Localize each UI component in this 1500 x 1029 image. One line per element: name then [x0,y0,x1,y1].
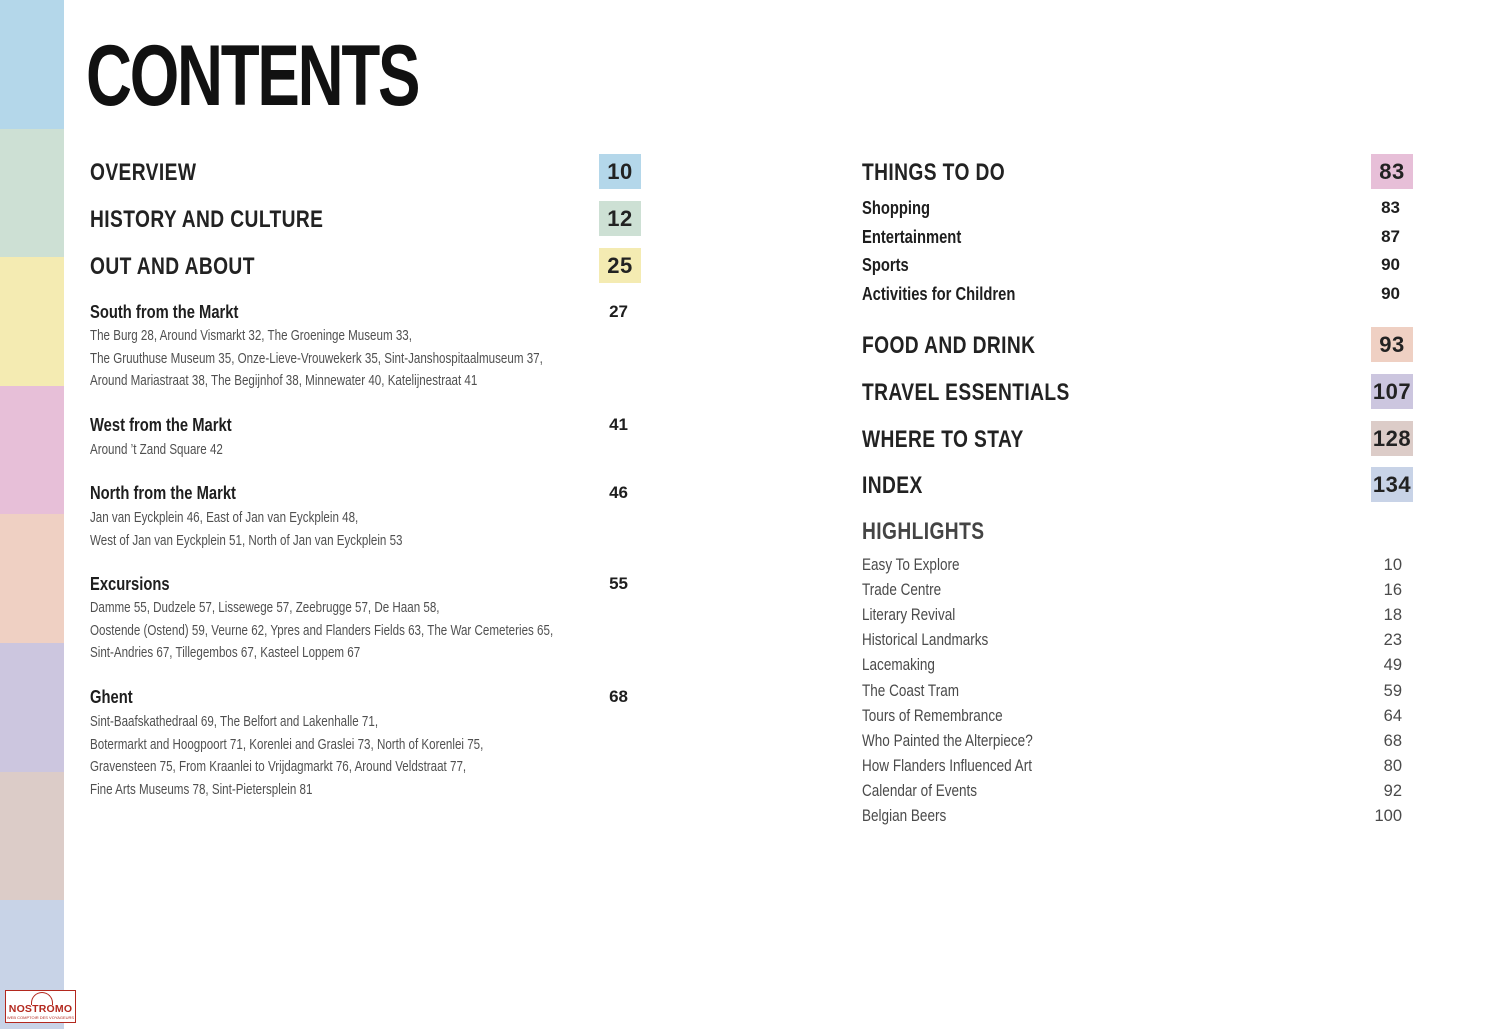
toc-subsection-ghent[interactable] [90,687,628,711]
page-badge: 128 [1371,421,1413,456]
highlight-item[interactable] [862,606,1402,631]
subsection-description [90,507,481,552]
color-tab [0,772,64,901]
toc-item-entertainment[interactable] [862,227,1400,251]
description-line: The Gruuthuse Museum 35, Onze-Lieve-Vrouwekerk 35, Sint-Janshospitaalmuseum 37, [90,350,543,367]
toc-section-things-to-do[interactable] [862,154,1413,188]
page-number: 90 [1381,284,1400,303]
color-tab [0,0,64,129]
section-label: OUT AND ABOUT [90,253,255,280]
toc-section-history[interactable] [90,201,641,235]
page-number: 46 [609,483,628,502]
highlight-label: Literary Revival [862,606,956,624]
page-badge: 93 [1371,327,1413,362]
toc-item-shopping[interactable] [862,198,1400,222]
highlights-heading: HIGHLIGHTS [862,518,985,545]
nostromo-watermark-logo [5,990,76,1023]
toc-section-index[interactable] [862,467,1413,501]
description-line: Fine Arts Museums 78, Sint-Pietersplein 81 [90,782,313,799]
color-tab [0,514,64,643]
subsection-label: Ghent [90,687,133,707]
toc-section-overview[interactable] [90,154,641,188]
color-tab [0,257,64,386]
page-number: 16 [1383,581,1402,599]
color-tab-strip [0,0,64,1029]
color-tab [0,643,64,772]
color-tab [0,129,64,258]
page-number: 68 [609,687,628,706]
section-label: WHERE TO STAY [862,426,1024,453]
toc-subsection-south[interactable] [90,302,628,326]
highlight-item[interactable] [862,581,1402,606]
section-label: FOOD AND DRINK [862,332,1036,359]
page-number: 92 [1383,782,1402,800]
highlight-item[interactable] [862,807,1402,832]
toc-item-sports[interactable] [862,255,1400,279]
highlight-label: Belgian Beers [862,807,947,825]
subsection-description [90,711,582,802]
page-number: 49 [1383,656,1402,674]
page-number: 59 [1383,682,1402,700]
highlight-label: Calendar of Events [862,782,978,800]
highlight-label: Historical Landmarks [862,631,989,649]
watermark-tagline: WEB COMPTOIR DES VOYAGEURS [6,1015,75,1020]
highlight-item[interactable] [862,656,1402,681]
page-number: 87 [1381,227,1400,246]
description-line: Sint-Baafskathedraal 69, The Belfort and Lakenhalle 71, [90,714,379,730]
toc-item-activities-for-children[interactable] [862,284,1400,308]
description-line: Around ’t Zand Square 42 [90,442,223,458]
toc-section-where-to-stay[interactable] [862,421,1413,455]
section-label: HISTORY AND CULTURE [90,206,324,233]
toc-subsection-north[interactable] [90,483,628,507]
description-line: Damme 55, Dudzele 57, Lissewege 57, Zeebrugge 57, De Haan 58, [90,600,440,616]
toc-subsection-west[interactable] [90,415,628,439]
page-number: 68 [1383,732,1402,750]
page-number: 18 [1383,606,1402,624]
description-line: Gravensteen 75, From Kraanlei to Vrijdagmarkt 76, Around Veldstraat 77, [90,759,467,776]
highlight-label: Who Painted the Alterpiece? [862,732,1033,750]
subsection-description [90,325,656,393]
highlight-label: Lacemaking [862,656,935,674]
subsection-description [90,439,256,462]
highlight-item[interactable] [862,631,1402,656]
highlight-label: Trade Centre [862,581,942,599]
highlight-item[interactable] [862,682,1402,707]
page-number: 41 [609,415,628,434]
toc-section-out-and-about[interactable] [90,248,641,282]
description-line: Around Mariastraat 38, The Begijnhof 38, Minnewater 40, Katelijnestraat 41 [90,373,478,390]
description-line: The Burg 28, Around Vismarkt 32, The Groeninge Museum 33, [90,328,412,344]
page-number: 90 [1381,255,1400,274]
section-label: TRAVEL ESSENTIALS [862,379,1070,406]
highlight-label: How Flanders Influenced Art [862,757,1032,775]
page-number: 55 [609,574,628,593]
page-number: 100 [1374,807,1402,825]
subsection-label: North from the Markt [90,483,236,503]
page-number: 83 [1381,198,1400,217]
subsection-label: Excursions [90,574,170,594]
highlight-label: The Coast Tram [862,682,960,700]
page-number: 64 [1383,707,1402,725]
item-label: Sports [862,255,909,275]
page-badge: 134 [1371,467,1413,502]
description-line: Jan van Eyckplein 46, East of Jan van Eyckplein 48, [90,510,359,526]
highlight-item[interactable] [862,782,1402,807]
section-label: OVERVIEW [90,159,197,186]
item-label: Shopping [862,198,931,218]
watermark-brand: NOSTROMO [8,1003,73,1015]
section-label: THINGS TO DO [862,159,1006,186]
toc-section-food-and-drink[interactable] [862,327,1413,361]
highlight-item[interactable] [862,757,1402,782]
page-number: 10 [1383,556,1402,574]
highlight-item[interactable] [862,707,1402,732]
page-badge: 10 [599,154,641,189]
page-badge: 107 [1371,374,1413,409]
page-number: 23 [1383,631,1402,649]
description-line: Botermarkt and Hoogpoort 71, Korenlei and Graslei 73, North of Korenlei 75, [90,736,484,753]
page-badge: 25 [599,248,641,283]
page-badge: 83 [1371,154,1413,189]
description-line: Sint-Andries 67, Tillegembos 67, Kasteel Loppem 67 [90,645,361,662]
toc-subsection-excursions[interactable] [90,574,628,598]
highlight-label: Tours of Remembrance [862,707,1003,725]
subsection-description [90,597,669,665]
subsection-label: West from the Markt [90,415,232,435]
toc-section-travel-essentials[interactable] [862,374,1413,408]
section-label: INDEX [862,472,923,499]
page-number: 27 [609,302,628,321]
description-line: Oostende (Ostend) 59, Veurne 62, Ypres and Flanders Fields 63, The War Cemeteries 65, [90,622,554,639]
highlight-item[interactable] [862,556,1402,581]
color-tab [0,386,64,515]
page-number: 80 [1383,757,1402,775]
subsection-label: South from the Markt [90,302,239,322]
item-label: Activities for Children [862,284,1016,304]
description-line: West of Jan van Eyckplein 51, North of Jan van Eyckplein 53 [90,532,403,549]
page-title: CONTENTS [86,28,419,124]
highlight-label: Easy To Explore [862,556,960,574]
item-label: Entertainment [862,227,962,247]
page-badge: 12 [599,201,641,236]
highlight-item[interactable] [862,732,1402,757]
